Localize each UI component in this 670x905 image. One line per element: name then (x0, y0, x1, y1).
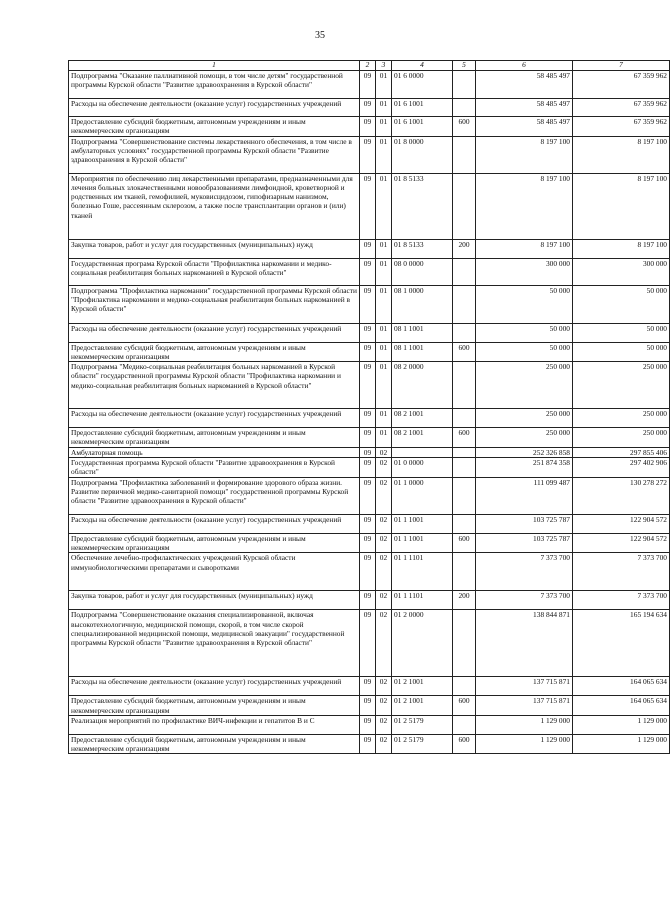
row-name: Закупка товаров, работ и услуг для государственных (муниципальных) нужд (69, 591, 360, 610)
row-expense-type-code (453, 447, 476, 457)
row-amount-year-1: 58 485 497 (476, 117, 573, 137)
row-amount-year-1: 103 725 787 (476, 533, 573, 553)
header-cell: 5 (453, 61, 476, 71)
row-section-code: 09 (360, 117, 376, 137)
row-section-code: 09 (360, 533, 376, 553)
row-amount-year-2: 50 000 (573, 323, 670, 342)
row-amount-year-2: 122 904 572 (573, 533, 670, 553)
table-row (69, 514, 670, 533)
row-subsection-code: 01 (376, 285, 392, 323)
row-section-code: 09 (360, 514, 376, 533)
header-cell: 7 (573, 61, 670, 71)
row-amount-year-2: 1 129 000 (573, 734, 670, 754)
row-expense-type-code (453, 458, 476, 478)
row-target-article-code: 01 6 1001 (392, 99, 453, 117)
row-name: Обеспечение лечебно-профилактических учреждений Курской области иммунобиологическими препаратами и сыворотками (69, 553, 360, 591)
row-subsection-code: 01 (376, 409, 392, 428)
row-section-code: 09 (360, 553, 376, 591)
row-amount-year-2: 8 197 100 (573, 136, 670, 173)
row-section-code: 09 (360, 71, 376, 99)
table-row (69, 458, 670, 478)
row-amount-year-1: 8 197 100 (476, 239, 573, 258)
row-amount-year-2: 130 278 272 (573, 477, 670, 514)
row-name: Предоставление субсидий бюджетным, автономным учреждениям и иным некоммерческим организациям (69, 428, 360, 448)
row-section-code: 09 (360, 173, 376, 239)
row-target-article-code: 01 8 5133 (392, 173, 453, 239)
row-section-code: 09 (360, 136, 376, 173)
row-name: Предоставление субсидий бюджетным, автономным учреждениям и иным некоммерческим организациям (69, 533, 360, 553)
row-subsection-code: 02 (376, 610, 392, 677)
row-subsection-code: 01 (376, 342, 392, 362)
row-target-article-code: 08 2 0000 (392, 362, 453, 409)
table-row (69, 258, 670, 285)
row-expense-type-code (453, 99, 476, 117)
row-amount-year-1: 1 129 000 (476, 734, 573, 754)
row-subsection-code: 02 (376, 715, 392, 734)
row-name: Подпрограмма "Профилактика заболеваний и формирование здорового образа жизни. Развитие первичной медико-санитарной помощи" государственной программы Курской области "Развитие здравоохранения в Курской области" (69, 477, 360, 514)
row-expense-type-code (453, 715, 476, 734)
row-subsection-code: 02 (376, 734, 392, 754)
row-amount-year-2: 164 065 634 (573, 677, 670, 696)
row-target-article-code: 01 1 0000 (392, 477, 453, 514)
table-row (69, 323, 670, 342)
row-subsection-code: 01 (376, 136, 392, 173)
row-target-article-code: 08 1 1001 (392, 323, 453, 342)
row-amount-year-1: 251 874 358 (476, 458, 573, 478)
table-row (69, 447, 670, 457)
row-section-code: 09 (360, 677, 376, 696)
row-name: Подпрограмма "Профилактика наркомании" государственной программы Курской области "Профилактика наркомании и медико-социальная реабилитация больных наркоманией в Курской области" (69, 285, 360, 323)
row-subsection-code: 01 (376, 239, 392, 258)
row-section-code: 09 (360, 458, 376, 478)
table-row (69, 734, 670, 754)
row-subsection-code: 02 (376, 591, 392, 610)
row-amount-year-1: 111 099 487 (476, 477, 573, 514)
row-amount-year-2: 297 855 406 (573, 447, 670, 457)
row-amount-year-2: 67 359 962 (573, 99, 670, 117)
row-amount-year-2: 50 000 (573, 285, 670, 323)
table-row (69, 239, 670, 258)
row-expense-type-code (453, 477, 476, 514)
row-expense-type-code: 600 (453, 117, 476, 137)
row-name: Расходы на обеспечение деятельности (оказание услуг) государственных учреждений (69, 677, 360, 696)
row-target-article-code: 08 1 1001 (392, 342, 453, 362)
row-amount-year-1: 1 129 000 (476, 715, 573, 734)
row-amount-year-2: 300 000 (573, 258, 670, 285)
row-section-code: 09 (360, 447, 376, 457)
row-subsection-code: 01 (376, 117, 392, 137)
header-cell: 6 (476, 61, 573, 71)
row-name: Расходы на обеспечение деятельности (оказание услуг) государственных учреждений (69, 409, 360, 428)
row-subsection-code: 02 (376, 533, 392, 553)
row-amount-year-1: 50 000 (476, 342, 573, 362)
row-expense-type-code (453, 514, 476, 533)
row-amount-year-1: 250 000 (476, 428, 573, 448)
row-expense-type-code (453, 136, 476, 173)
header-cell: 4 (392, 61, 453, 71)
table-row (69, 71, 670, 99)
table-row (69, 715, 670, 734)
row-expense-type-code (453, 553, 476, 591)
row-target-article-code: 08 2 1001 (392, 428, 453, 448)
row-expense-type-code: 600 (453, 734, 476, 754)
table-body (69, 71, 670, 754)
row-subsection-code: 02 (376, 447, 392, 457)
row-target-article-code: 01 1 1101 (392, 553, 453, 591)
table-row (69, 591, 670, 610)
row-amount-year-2: 297 402 906 (573, 458, 670, 478)
table-row (69, 610, 670, 677)
table-row (69, 99, 670, 117)
row-amount-year-2: 122 904 572 (573, 514, 670, 533)
row-expense-type-code (453, 71, 476, 99)
row-amount-year-2: 250 000 (573, 428, 670, 448)
row-name: Расходы на обеспечение деятельности (оказание услуг) государственных учреждений (69, 514, 360, 533)
row-target-article-code: 01 8 5133 (392, 239, 453, 258)
row-amount-year-2: 250 000 (573, 362, 670, 409)
row-section-code: 09 (360, 409, 376, 428)
row-subsection-code: 01 (376, 99, 392, 117)
row-amount-year-1: 8 197 100 (476, 173, 573, 239)
row-subsection-code: 02 (376, 553, 392, 591)
row-name: Предоставление субсидий бюджетным, автономным учреждениям и иным некоммерческим организациям (69, 342, 360, 362)
row-amount-year-2: 250 000 (573, 409, 670, 428)
row-section-code: 09 (360, 428, 376, 448)
row-target-article-code: 08 0 0000 (392, 258, 453, 285)
table-row (69, 428, 670, 448)
row-amount-year-1: 8 197 100 (476, 136, 573, 173)
header-cell: 3 (376, 61, 392, 71)
row-expense-type-code (453, 173, 476, 239)
row-name: Подпрограмма "Оказание паллиативной помощи, в том числе детям" государственной программы Курской области "Развитие здравоохранения в Курской области" (69, 71, 360, 99)
table-row (69, 677, 670, 696)
row-amount-year-1: 250 000 (476, 409, 573, 428)
header-row (69, 61, 670, 71)
row-amount-year-1: 300 000 (476, 258, 573, 285)
row-expense-type-code: 600 (453, 696, 476, 716)
row-amount-year-2: 8 197 100 (573, 173, 670, 239)
row-amount-year-2: 67 359 962 (573, 117, 670, 137)
page-number: 35 (315, 30, 325, 41)
row-name: Государственная программа Курской области "Развитие здравоохранения в Курской области" (69, 458, 360, 478)
table-row (69, 342, 670, 362)
row-subsection-code: 01 (376, 428, 392, 448)
row-amount-year-2: 8 197 100 (573, 239, 670, 258)
row-name: Подпрограмма "Медико-социальная реабилитация больных наркоманией в Курской области" государственной программы Курской области "Профилактика наркомании и медико-социальная реабилитация больных наркоманией в Курской области" (69, 362, 360, 409)
row-expense-type-code: 600 (453, 342, 476, 362)
row-expense-type-code: 200 (453, 591, 476, 610)
table-row (69, 477, 670, 514)
row-amount-year-1: 138 844 871 (476, 610, 573, 677)
row-section-code: 09 (360, 734, 376, 754)
row-name: Государственная програма Курской области "Профилактика наркомании и медико-социальная реабилитация больных наркоманией в Курской области" (69, 258, 360, 285)
row-amount-year-2: 67 359 962 (573, 71, 670, 99)
table-row (69, 696, 670, 716)
header-cell: 1 (69, 61, 360, 71)
table-row (69, 533, 670, 553)
row-amount-year-1: 58 485 497 (476, 99, 573, 117)
row-target-article-code: 01 0 0000 (392, 458, 453, 478)
row-target-article-code: 01 2 1001 (392, 696, 453, 716)
row-target-article-code: 08 2 1001 (392, 409, 453, 428)
row-amount-year-1: 58 485 497 (476, 71, 573, 99)
row-name: Расходы на обеспечение деятельности (оказание услуг) государственных учреждений (69, 323, 360, 342)
row-subsection-code: 02 (376, 696, 392, 716)
row-name: Реализация мероприятий по профилактике ВИЧ-инфекции и гепатитов В и С (69, 715, 360, 734)
row-target-article-code: 01 6 0000 (392, 71, 453, 99)
row-section-code: 09 (360, 239, 376, 258)
row-name: Подпрограмма "Совершенствование оказания специализированной, включая высокотехнологичную, медицинской помощи, скорой, в том числе скорой специализированной медицинской помощи, медицинской эвакуации" государственной программы Курской области "Развитие здравоохранения в Курской области" (69, 610, 360, 677)
row-subsection-code: 01 (376, 323, 392, 342)
row-section-code: 09 (360, 342, 376, 362)
row-target-article-code: 01 1 1001 (392, 533, 453, 553)
row-amount-year-1: 250 000 (476, 362, 573, 409)
row-expense-type-code: 600 (453, 533, 476, 553)
row-amount-year-2: 164 065 634 (573, 696, 670, 716)
row-target-article-code: 01 2 1001 (392, 677, 453, 696)
row-section-code: 09 (360, 591, 376, 610)
row-amount-year-1: 7 373 700 (476, 591, 573, 610)
header-cell: 2 (360, 61, 376, 71)
row-subsection-code: 02 (376, 677, 392, 696)
row-section-code: 09 (360, 696, 376, 716)
row-name: Подпрограмма "Совершенствование системы лекарственного обеспечения, в том числе в амбулаторных условиях" государственной программы Курской области "Развитие здравоохранения в Курской области" (69, 136, 360, 173)
table-row (69, 409, 670, 428)
row-amount-year-1: 137 715 871 (476, 677, 573, 696)
row-name: Предоставление субсидий бюджетным, автономным учреждениям и иным некоммерческим организациям (69, 117, 360, 137)
row-target-article-code: 01 8 0000 (392, 136, 453, 173)
row-subsection-code: 02 (376, 477, 392, 514)
row-target-article-code (392, 447, 453, 457)
row-amount-year-1: 50 000 (476, 323, 573, 342)
row-section-code: 09 (360, 715, 376, 734)
row-amount-year-1: 252 326 858 (476, 447, 573, 457)
row-amount-year-1: 50 000 (476, 285, 573, 323)
row-amount-year-2: 7 373 700 (573, 553, 670, 591)
row-amount-year-2: 7 373 700 (573, 591, 670, 610)
row-target-article-code: 01 1 1001 (392, 514, 453, 533)
row-expense-type-code (453, 258, 476, 285)
row-subsection-code: 01 (376, 173, 392, 239)
row-target-article-code: 01 2 5179 (392, 734, 453, 754)
row-section-code: 09 (360, 362, 376, 409)
row-name: Мероприятия по обеспечению лиц лекарственными препаратами, предназначенными для лечения больных злокачественными новообразованиями лимфоидной, кроветворной и родственных им тканей, гемофилией, муковисцидозом, гипофизарным нанизмом, болезнью Гоше, рассеянным склерозом, а также после трансплантации органов и (или) тканей (69, 173, 360, 239)
budget-table (68, 60, 670, 754)
row-amount-year-2: 1 129 000 (573, 715, 670, 734)
row-expense-type-code (453, 677, 476, 696)
table-row (69, 553, 670, 591)
row-amount-year-2: 165 194 634 (573, 610, 670, 677)
row-subsection-code: 02 (376, 514, 392, 533)
row-target-article-code: 01 2 0000 (392, 610, 453, 677)
row-section-code: 09 (360, 99, 376, 117)
row-amount-year-1: 137 715 871 (476, 696, 573, 716)
row-target-article-code: 08 1 0000 (392, 285, 453, 323)
table-row (69, 117, 670, 137)
table-row (69, 136, 670, 173)
row-target-article-code: 01 1 1101 (392, 591, 453, 610)
row-target-article-code: 01 6 1001 (392, 117, 453, 137)
row-amount-year-1: 103 725 787 (476, 514, 573, 533)
row-expense-type-code (453, 610, 476, 677)
table-row (69, 362, 670, 409)
row-subsection-code: 01 (376, 258, 392, 285)
row-expense-type-code (453, 323, 476, 342)
row-name: Амбулаторная помощь (69, 447, 360, 457)
row-amount-year-2: 50 000 (573, 342, 670, 362)
row-amount-year-1: 7 373 700 (476, 553, 573, 591)
row-expense-type-code: 200 (453, 239, 476, 258)
row-section-code: 09 (360, 285, 376, 323)
row-section-code: 09 (360, 323, 376, 342)
row-target-article-code: 01 2 5179 (392, 715, 453, 734)
row-expense-type-code (453, 409, 476, 428)
row-expense-type-code: 600 (453, 428, 476, 448)
row-expense-type-code (453, 285, 476, 323)
row-section-code: 09 (360, 610, 376, 677)
row-subsection-code: 01 (376, 362, 392, 409)
row-name: Предоставление субсидий бюджетным, автономным учреждениям и иным некоммерческим организациям (69, 696, 360, 716)
row-subsection-code: 02 (376, 458, 392, 478)
row-name: Расходы на обеспечение деятельности (оказание услуг) государственных учреждений (69, 99, 360, 117)
row-section-code: 09 (360, 258, 376, 285)
row-name: Закупка товаров, работ и услуг для государственных (муниципальных) нужд (69, 239, 360, 258)
row-subsection-code: 01 (376, 71, 392, 99)
table-row (69, 173, 670, 239)
row-section-code: 09 (360, 477, 376, 514)
row-expense-type-code (453, 362, 476, 409)
table-row (69, 285, 670, 323)
row-name: Предоставление субсидий бюджетным, автономным учреждениям и иным некоммерческим организациям (69, 734, 360, 754)
